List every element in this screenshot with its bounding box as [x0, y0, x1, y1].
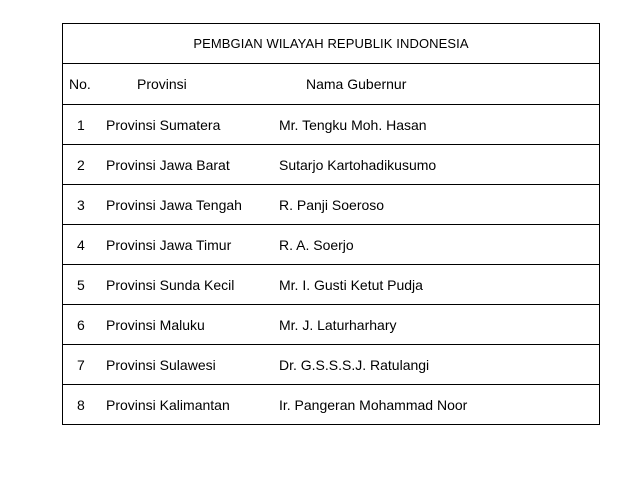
table-title-row — [63, 24, 599, 64]
row-provinsi: Provinsi Kalimantan — [106, 396, 230, 413]
row-gubernur: R. Panji Soeroso — [279, 196, 385, 213]
row-no: 1 — [77, 116, 85, 133]
row-provinsi: Provinsi Jawa Tengah — [106, 196, 242, 213]
table-row — [63, 145, 599, 185]
row-gubernur: Mr. Tengku Moh. Hasan — [279, 116, 427, 133]
table-row — [63, 305, 599, 345]
row-no: 5 — [77, 276, 85, 293]
table-row — [63, 265, 599, 305]
header-gubernur: Nama Gubernur — [306, 76, 407, 92]
row-gubernur: Mr. I. Gusti Ketut Pudja — [279, 276, 423, 293]
row-gubernur: Sutarjo Kartohadikusumo — [279, 156, 437, 173]
table-row — [63, 225, 599, 265]
row-provinsi: Provinsi Sumatera — [106, 116, 221, 133]
table-row — [63, 105, 599, 145]
table-row — [63, 345, 599, 385]
table-title: PEMBGIAN WILAYAH REPUBLIK INDONESIA — [193, 36, 469, 51]
table-row — [63, 185, 599, 225]
row-no: 4 — [77, 236, 85, 253]
row-provinsi: Provinsi Sulawesi — [106, 356, 216, 373]
table-row — [63, 385, 599, 425]
row-provinsi: Provinsi Maluku — [106, 316, 205, 333]
governor-table — [62, 23, 600, 425]
row-no: 2 — [77, 156, 85, 173]
row-provinsi: Provinsi Sunda Kecil — [106, 276, 235, 293]
row-no: 8 — [77, 396, 85, 413]
row-gubernur: Mr. J. Laturharhary — [279, 316, 397, 333]
row-gubernur: Dr. G.S.S.S.J. Ratulangi — [279, 356, 430, 373]
row-provinsi: Provinsi Jawa Timur — [106, 236, 232, 253]
row-gubernur: R. A. Soerjo — [279, 236, 354, 253]
row-no: 7 — [77, 356, 85, 373]
row-gubernur: Ir. Pangeran Mohammad Noor — [279, 396, 468, 413]
row-no: 3 — [77, 196, 85, 213]
row-provinsi: Provinsi Jawa Barat — [106, 156, 230, 173]
table-header-row — [63, 64, 599, 105]
header-provinsi: Provinsi — [137, 76, 187, 92]
header-no: No. — [69, 76, 91, 92]
row-no: 6 — [77, 316, 85, 333]
